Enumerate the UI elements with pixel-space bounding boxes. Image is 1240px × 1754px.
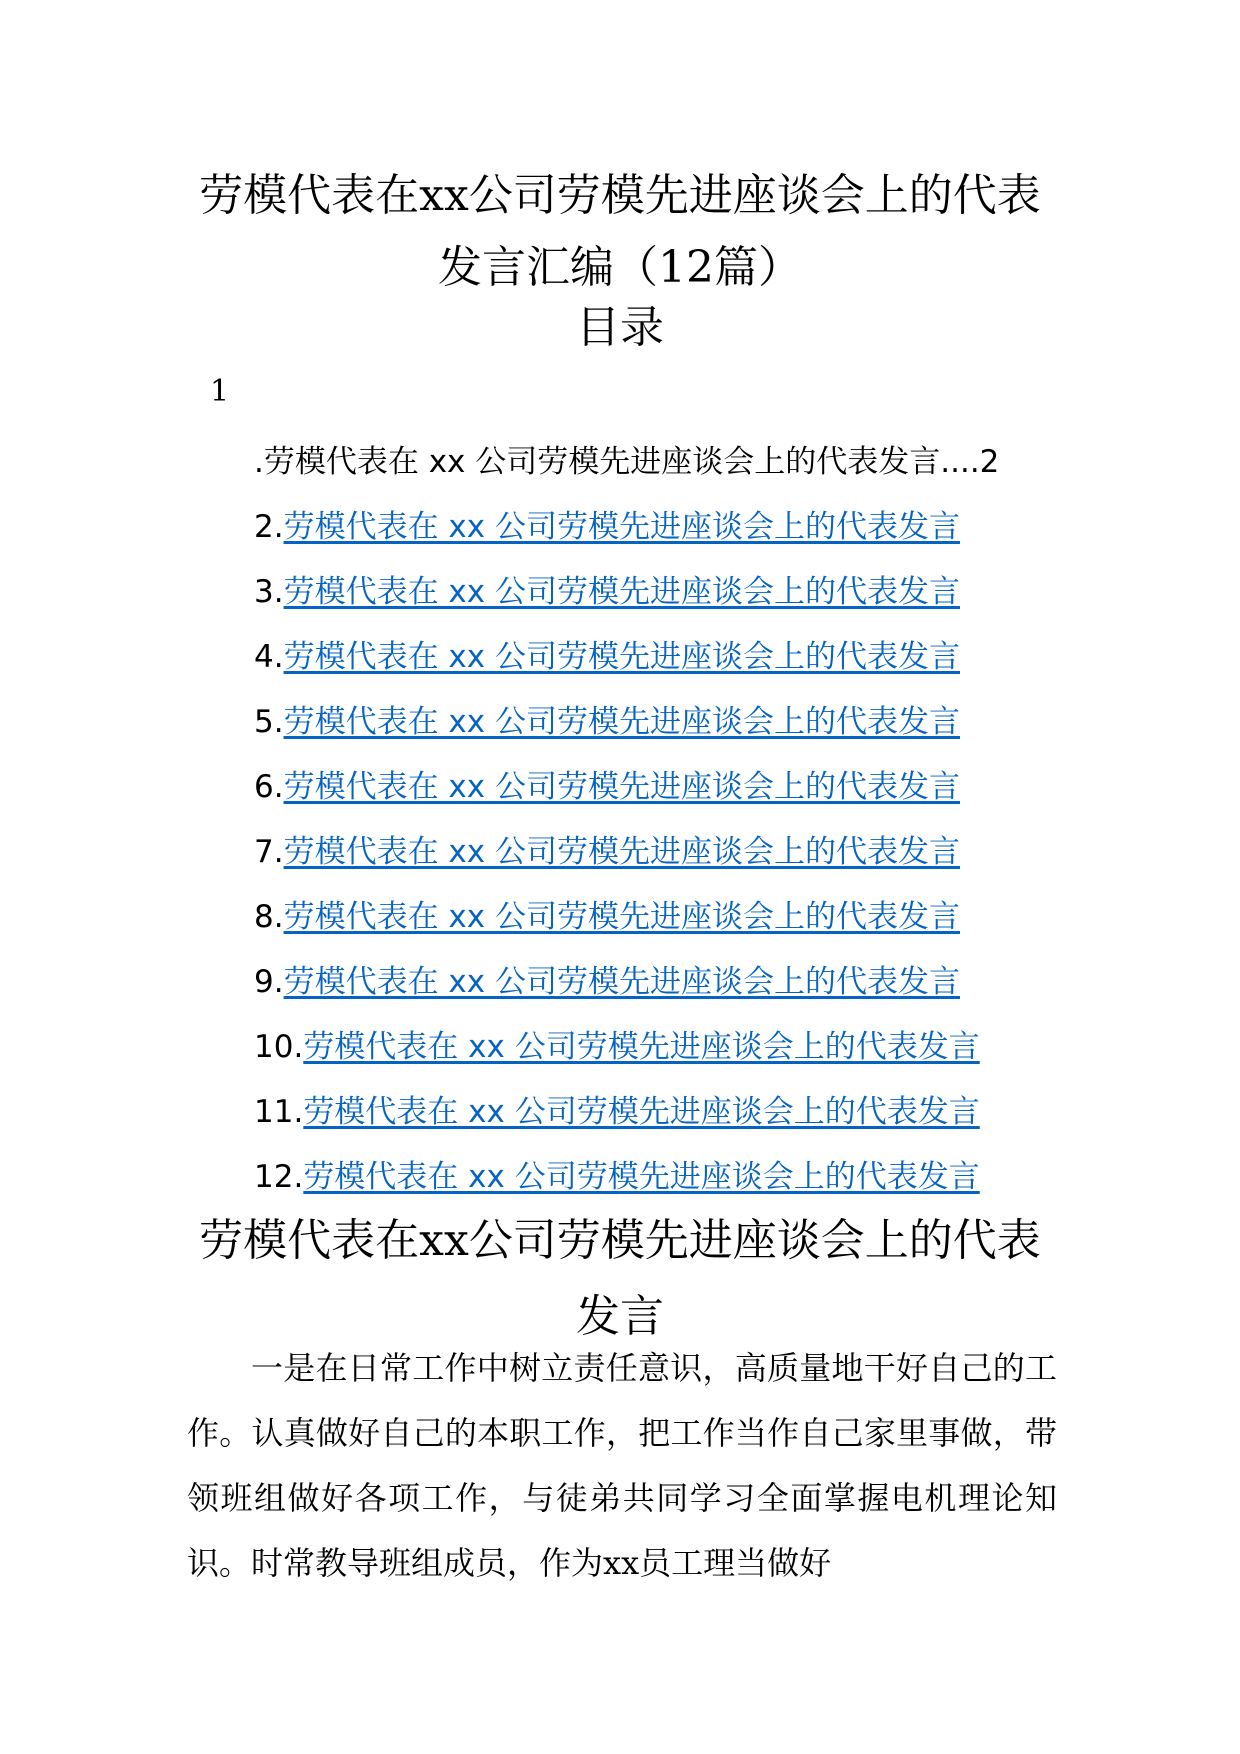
toc-link[interactable]: 劳模代表在 xx 公司劳模先进座谈会上的代表发言 (283, 899, 960, 935)
toc-item (254, 690, 1074, 755)
body-part2: 员工理当做好 (639, 1544, 832, 1582)
toc-link[interactable]: 劳模代表在 xx 公司劳模先进座谈会上的代表发言 (283, 964, 960, 1000)
document-title (180, 160, 1060, 304)
toc-link[interactable]: 劳模代表在 xx 公司劳模先进座谈会上的代表发言 (283, 704, 960, 740)
toc-link[interactable]: 劳模代表在 xx 公司劳模先进座谈会上的代表发言 (283, 639, 960, 675)
toc-item-number: 8. (254, 899, 284, 935)
toc-item (254, 1080, 1074, 1145)
toc-item-text: 劳模代表在 xx 公司劳模先进座谈会上的代表发言 (263, 444, 941, 480)
title-latin: xx (419, 170, 469, 221)
toc-item (254, 560, 1074, 625)
title-part1: 劳模代表在 (199, 170, 420, 221)
toc-link[interactable]: 劳模代表在 xx 公司劳模先进座谈会上的代表发言 (303, 1094, 980, 1130)
toc-item-page: ....2 (940, 444, 1000, 480)
toc-heading: 目录 (576, 302, 664, 353)
toc-item-number: 11. (254, 1094, 304, 1130)
toc-link[interactable]: 劳模代表在 xx 公司劳模先进座谈会上的代表发言 (283, 769, 960, 805)
toc-item-number: 4. (254, 639, 284, 675)
toc-link[interactable]: 劳模代表在 xx 公司劳模先进座谈会上的代表发言 (303, 1159, 980, 1195)
toc-link[interactable]: 劳模代表在 xx 公司劳模先进座谈会上的代表发言 (303, 1029, 980, 1065)
title-count: 12 (658, 242, 714, 293)
toc-link[interactable]: 劳模代表在 xx 公司劳模先进座谈会上的代表发言 (283, 509, 960, 545)
toc-item (254, 950, 1074, 1015)
toc-item-number: 10. (254, 1029, 304, 1065)
toc-item-number: 12. (254, 1159, 304, 1195)
toc-item (254, 885, 1074, 950)
toc-item (254, 755, 1074, 820)
body-paragraph (187, 1336, 1057, 1596)
section-title-latin: xx (419, 1215, 469, 1266)
toc-item-number: 7. (254, 834, 284, 870)
toc-item (254, 495, 1074, 560)
title-part2: 公司劳模先进座谈会上的代表发言汇编（ (438, 170, 1041, 293)
body-latin: xx (603, 1544, 640, 1582)
toc-item-number: 3. (254, 574, 284, 610)
toc-item-number: 9. (254, 964, 284, 1000)
section-title (180, 1203, 1060, 1355)
toc-item (254, 1015, 1074, 1080)
toc-item-number: 2. (254, 509, 284, 545)
body-part1: 一是在日常工作中树立责任意识，高质量地干好自己的工作。认真做好自己的本职工作，把工作当作自己家里事做，带领班组做好各项工作，与徒弟共同学习全面掌握电机理论知识。时常教导班组成员，作为 (187, 1349, 1057, 1582)
section-title-part1: 劳模代表在 (199, 1215, 420, 1266)
title-part3: 篇） (714, 242, 802, 293)
toc-item-number: 6. (254, 769, 284, 805)
toc-item (254, 430, 1074, 495)
toc-first-number: 1 (210, 374, 230, 409)
toc-link[interactable]: 劳模代表在 xx 公司劳模先进座谈会上的代表发言 (283, 574, 960, 610)
section-title-part2: 公司劳模先进座谈会上的代表发言 (468, 1215, 1041, 1342)
toc-item-number: . (254, 444, 264, 480)
toc-link[interactable]: 劳模代表在 xx 公司劳模先进座谈会上的代表发言 (283, 834, 960, 870)
toc-item-number: 5. (254, 704, 284, 740)
toc-item (254, 820, 1074, 885)
toc-item (254, 1145, 1074, 1210)
toc-item (254, 625, 1074, 690)
table-of-contents (254, 430, 1074, 1210)
